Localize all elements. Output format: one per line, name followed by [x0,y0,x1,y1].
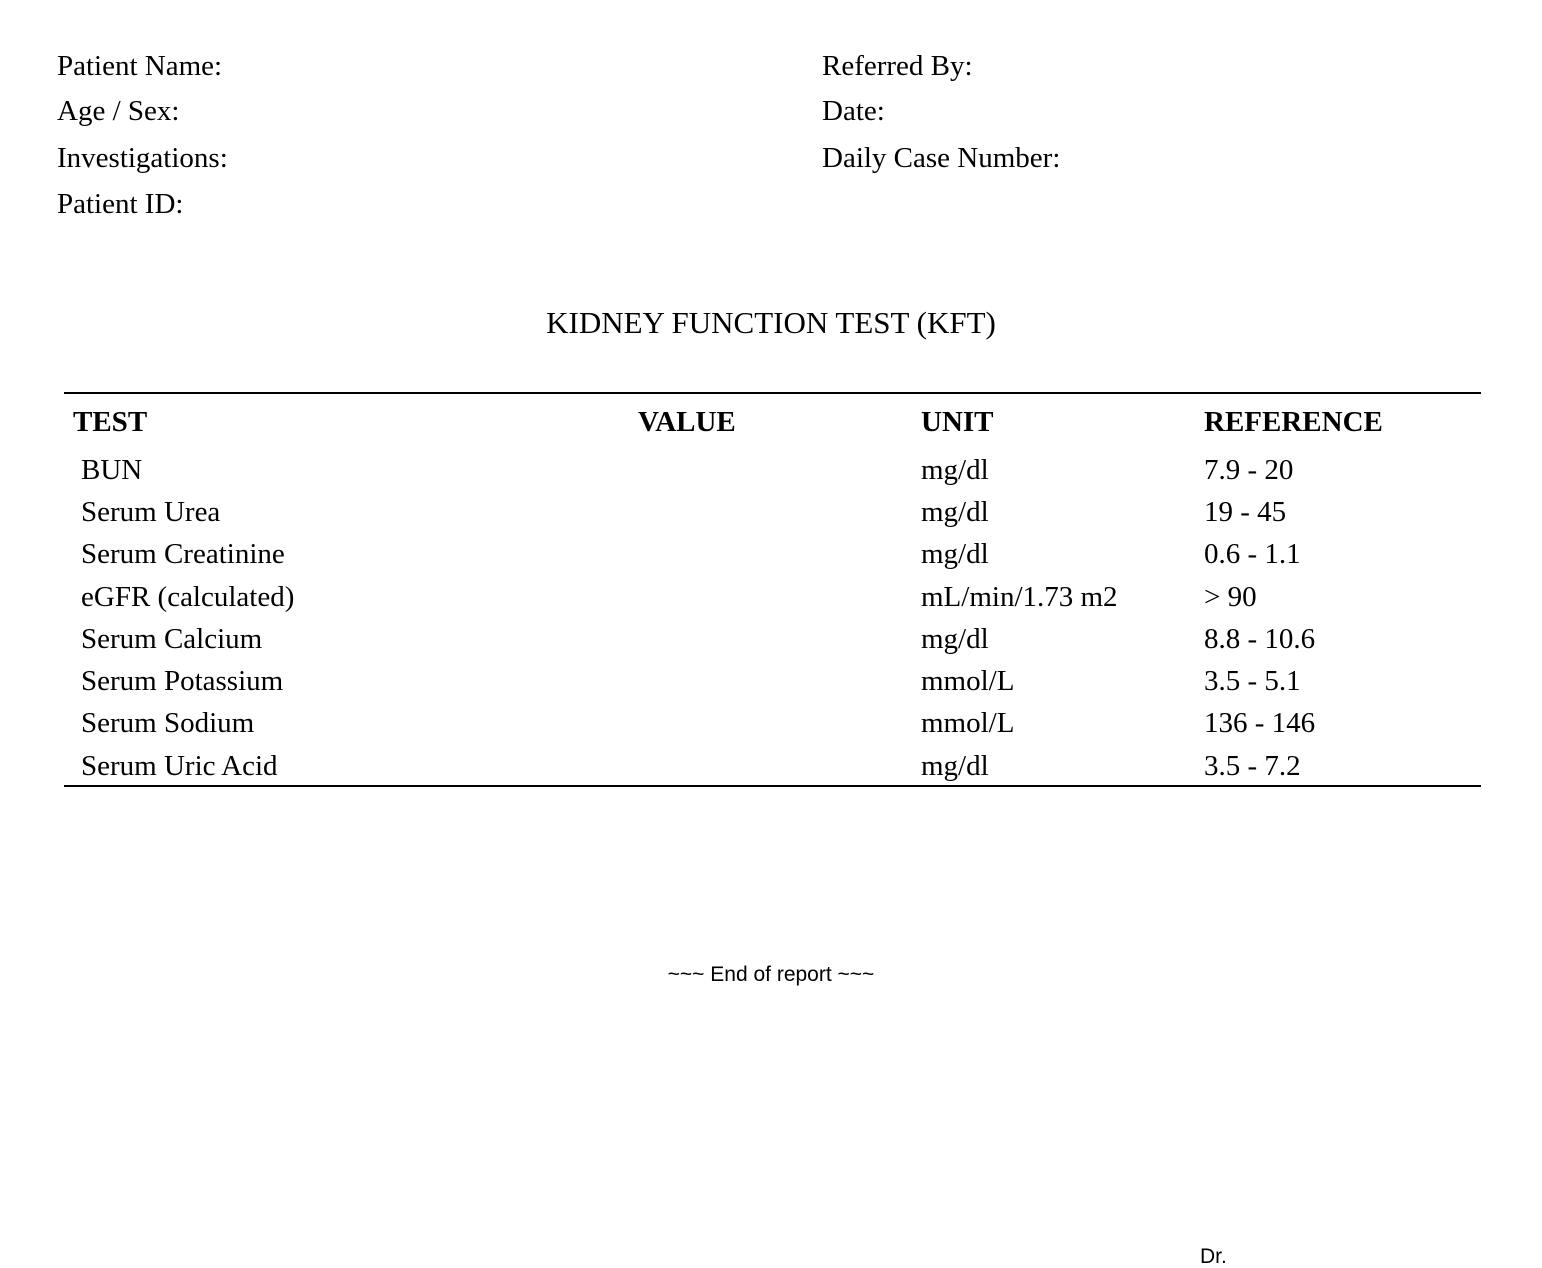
test-reference: 19 - 45 [1204,496,1287,528]
test-unit: mmol/L [921,707,1015,739]
report-title: KIDNEY FUNCTION TEST (KFT) [546,305,996,340]
test-name: Serum Urea [81,496,221,528]
age-sex-label: Age / Sex: [57,95,180,127]
column-header-test: TEST [73,406,148,438]
signature-doctor-prefix: Dr. [1200,1245,1227,1268]
test-name: Serum Creatinine [81,538,285,570]
test-name: Serum Sodium [81,707,255,739]
column-header-value: VALUE [638,406,736,438]
test-unit: mg/dl [921,496,989,528]
patient-name-label: Patient Name: [57,50,223,82]
test-unit: mL/min/1.73 m2 [921,581,1118,613]
test-reference: 7.9 - 20 [1204,454,1294,486]
test-name: BUN [81,454,143,486]
test-reference: 3.5 - 5.1 [1204,665,1301,697]
test-reference: > 90 [1204,581,1257,613]
investigations-label: Investigations: [57,142,228,174]
test-name: Serum Calcium [81,623,263,655]
test-reference: 3.5 - 7.2 [1204,750,1301,782]
test-reference: 136 - 146 [1204,707,1316,739]
referred-by-label: Referred By: [822,50,973,82]
daily-case-number-label: Daily Case Number: [822,142,1061,174]
test-name: eGFR (calculated) [81,581,295,613]
test-unit: mg/dl [921,623,989,655]
table-bottom-rule [64,785,1481,787]
test-unit: mg/dl [921,454,989,486]
table-top-rule [64,392,1481,394]
test-name: Serum Potassium [81,665,284,697]
test-unit: mmol/L [921,665,1015,697]
test-reference: 0.6 - 1.1 [1204,538,1301,570]
test-reference: 8.8 - 10.6 [1204,623,1316,655]
patient-id-label: Patient ID: [57,188,184,220]
end-of-report-note: ~~~ End of report ~~~ [667,963,875,986]
column-header-unit: UNIT [921,406,994,438]
date-label: Date: [822,95,885,127]
test-name: Serum Uric Acid [81,750,278,782]
test-unit: mg/dl [921,750,989,782]
test-unit: mg/dl [921,538,989,570]
column-header-reference: REFERENCE [1204,406,1383,438]
